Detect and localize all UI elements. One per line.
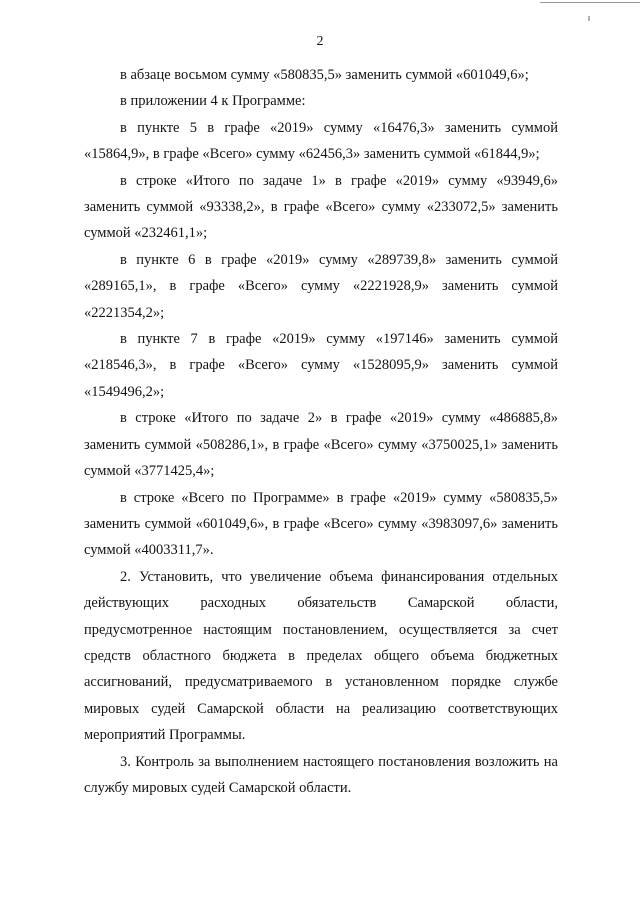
paragraph-punkt-3-kontrol: 3. Контроль за выполнением настоящего постановления возложить на службу мировых судей Самарской области. xyxy=(84,753,558,796)
paragraph-vsego-po-programme: в строке «Всего по Программе» в графе «2019» сумму «580835,5» заменить суммой «601049,6», в графе «Всего» сумму «3983097,6» заменить суммой «4003311,7». xyxy=(84,489,558,559)
scan-edge-line xyxy=(540,2,640,3)
scan-mark xyxy=(588,16,590,21)
paragraph-itogo-zadacha-1: в строке «Итого по задаче 1» в графе «2019» сумму «93949,6» заменить суммой «93338,2», в графе «Всего» сумму «233072,5» заменить суммой «232461,1»; xyxy=(84,172,558,242)
paragraph-punkt-2-ustanovit: 2. Установить, что увеличение объема финансирования отдельных действующих расходных обязательств Самарской области, предусмотренное настоящим постановлением, осуществляется за счет средств областного бюджета в пределах общего объема бюджетных ассигнований, предусматриваемого в установленном порядке службе мировых судей Самарской области на реализацию соответствующих мероприятий Программы. xyxy=(84,568,558,744)
paragraph-abzac-vosmoy: в абзаце восьмом сумму «580835,5» заменить суммой «601049,6»; xyxy=(120,67,529,83)
document-body xyxy=(84,62,558,801)
paragraph-punkt-7: в пункте 7 в графе «2019» сумму «197146» заменить суммой «218546,3», в графе «Всего» сумму «1528095,9» заменить суммой «1549496,2»; xyxy=(84,331,558,400)
paragraph-itogo-zadacha-2: в строке «Итого по задаче 2» в графе «2019» сумму «486885,8» заменить суммой «508286,1», в графе «Всего» сумму «3750025,1» заменить суммой «3771425,4»; xyxy=(84,410,558,480)
paragraph-punkt-6: в пункте 6 в графе «2019» сумму «289739,8» заменить суммой «289165,1», в графе «Всего» сумму «2221928,9» заменить суммой «2221354,2»; xyxy=(84,251,558,321)
paragraph-punkt-5: в пункте 5 в графе «2019» сумму «16476,3» заменить суммой «15864,9», в графе «Всего» сумму «62456,3» заменить суммой «61844,9»; xyxy=(84,119,558,163)
page-number: 2 xyxy=(316,34,324,49)
paragraph-prilozhenie-4: в приложении 4 к Программе: xyxy=(120,93,306,110)
